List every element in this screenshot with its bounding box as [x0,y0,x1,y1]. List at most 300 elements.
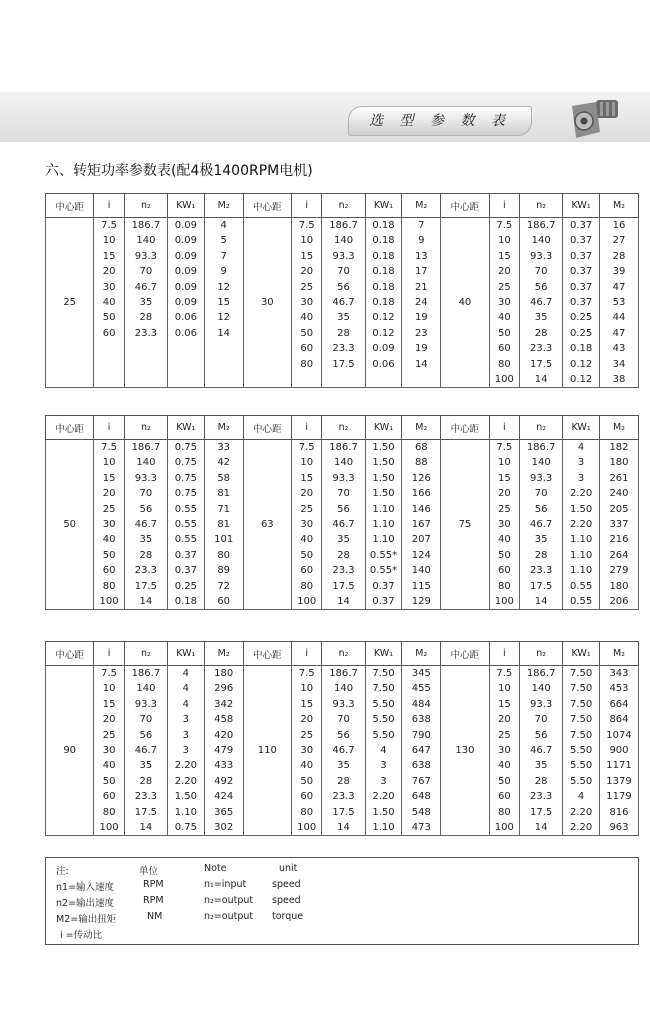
value-cell: 47 [599,280,638,295]
column-header: i [94,194,124,218]
value-cell: 140 [124,681,167,696]
value-cell: 342 [204,697,243,712]
value-cell: 100 [94,594,124,610]
value-cell: 14 [322,594,365,610]
value-cell: 93.3 [124,697,167,712]
value-cell: 7.5 [291,440,321,456]
value-cell: 14 [124,820,167,836]
value-cell: 5.50 [365,728,402,743]
column-header: KW₁ [365,194,402,218]
value-cell: 3 [365,758,402,773]
value-cell [124,357,167,372]
value-cell: 81 [204,486,243,501]
value-cell: 30 [291,295,321,310]
value-cell: 88 [402,455,441,470]
column-header: n₂ [124,416,167,440]
value-cell: 7 [402,218,441,234]
value-cell: 100 [489,594,519,610]
column-header: n₂ [520,416,563,440]
value-cell: 548 [402,805,441,820]
value-cell: 790 [402,728,441,743]
value-cell: 15 [291,471,321,486]
value-cell: 40 [291,532,321,547]
value-cell: 15 [489,697,519,712]
value-cell: 638 [402,712,441,727]
value-cell: 15 [489,249,519,264]
value-cell: 0.55* [365,563,402,578]
value-cell: 25 [489,728,519,743]
header-tab: 选 型 参 数 表 [348,106,532,136]
value-cell: 70 [322,486,365,501]
value-cell: 7 [204,249,243,264]
value-cell: 70 [124,486,167,501]
table-row [46,326,639,341]
value-cell: 20 [94,486,124,501]
column-header: M₂ [204,642,243,666]
value-cell: 7.5 [94,218,124,234]
value-cell [204,341,243,356]
value-cell: 42 [204,455,243,470]
value-cell: 93.3 [520,471,563,486]
value-cell: 80 [291,579,321,594]
value-cell: 14 [520,820,563,836]
value-cell: 80 [94,805,124,820]
value-cell: 12 [204,280,243,295]
value-cell: 80 [94,579,124,594]
value-cell: 19 [402,310,441,325]
center-distance-cell: 75 [441,440,489,610]
value-cell: 345 [402,666,441,682]
value-cell: 80 [489,357,519,372]
value-cell: 46.7 [520,295,563,310]
value-cell: 60 [204,594,243,610]
table-row [46,563,639,578]
value-cell: 35 [520,310,563,325]
value-cell: 140 [520,233,563,248]
value-cell: 16 [599,218,638,234]
value-cell: 46.7 [520,517,563,532]
value-cell: 424 [204,789,243,804]
notes-row-cn: M2=输出扭矩 [56,914,117,925]
value-cell: 4 [167,697,204,712]
value-cell: 240 [599,486,638,501]
value-cell [124,372,167,388]
value-cell: 0.06 [167,310,204,325]
value-cell: 3 [167,743,204,758]
value-cell: 900 [599,743,638,758]
value-cell: 264 [599,548,638,563]
value-cell: 207 [402,532,441,547]
value-cell: 93.3 [322,249,365,264]
value-cell: 56 [520,280,563,295]
value-cell: 302 [204,820,243,836]
value-cell: 30 [489,743,519,758]
value-cell: 0.12 [563,372,600,388]
table-row [46,440,639,456]
value-cell: 1179 [599,789,638,804]
value-cell: 13 [402,249,441,264]
value-cell: 0.75 [167,440,204,456]
value-cell: 50 [489,326,519,341]
column-header: 中心距 [243,416,291,440]
value-cell: 10 [291,233,321,248]
value-cell: 186.7 [124,440,167,456]
table-row [46,357,639,372]
value-cell: 664 [599,697,638,712]
value-cell: 17.5 [520,805,563,820]
value-cell: 0.09 [167,280,204,295]
value-cell: 0.09 [365,341,402,356]
value-cell: 35 [520,532,563,547]
value-cell: 25 [291,502,321,517]
value-cell [167,372,204,388]
value-cell: 115 [402,579,441,594]
value-cell: 458 [204,712,243,727]
value-cell: 1.50 [365,455,402,470]
table-row [46,548,639,563]
value-cell: 10 [94,455,124,470]
spec-table [45,641,639,836]
value-cell: 20 [291,712,321,727]
value-cell: 963 [599,820,638,836]
column-header: M₂ [402,642,441,666]
value-cell: 9 [402,233,441,248]
table-row [46,280,639,295]
value-cell: 28 [322,548,365,563]
column-header: M₂ [599,642,638,666]
value-cell: 93.3 [322,471,365,486]
value-cell: 129 [402,594,441,610]
value-cell: 40 [291,310,321,325]
value-cell: 17.5 [322,805,365,820]
value-cell: 0.25 [167,579,204,594]
value-cell: 453 [599,681,638,696]
value-cell: 40 [489,532,519,547]
spec-table [45,193,639,388]
value-cell: 40 [94,295,124,310]
value-cell: 205 [599,502,638,517]
value-cell: 479 [204,743,243,758]
value-cell: 20 [489,486,519,501]
value-cell: 70 [124,264,167,279]
notes-row-meaning: speed [272,879,301,890]
value-cell: 70 [322,264,365,279]
notes-row-unit: RPM [143,879,164,890]
column-header: i [489,642,519,666]
value-cell: 1.10 [365,532,402,547]
value-cell: 7.50 [365,681,402,696]
value-cell: 43 [599,341,638,356]
value-cell: 7.50 [563,728,600,743]
value-cell: 5.50 [365,712,402,727]
column-header: i [94,642,124,666]
column-header: KW₁ [167,416,204,440]
value-cell: 647 [402,743,441,758]
value-cell: 15 [94,697,124,712]
value-cell [167,357,204,372]
value-cell [94,372,124,388]
value-cell: 7.50 [563,712,600,727]
value-cell: 0.37 [563,249,600,264]
column-header: n₂ [124,194,167,218]
value-cell: 50 [291,326,321,341]
value-cell: 58 [204,471,243,486]
value-cell: 0.18 [167,594,204,610]
notes-row-unit: NM [147,911,163,922]
value-cell: 186.7 [124,218,167,234]
column-header: 中心距 [243,642,291,666]
value-cell: 0.18 [563,341,600,356]
value-cell: 93.3 [124,249,167,264]
value-cell: 2.20 [563,820,600,836]
table-row [46,712,639,727]
value-cell: 35 [322,758,365,773]
value-cell: 5.50 [563,774,600,789]
column-header: i [291,416,321,440]
value-cell [322,372,365,388]
value-cell: 38 [599,372,638,388]
value-cell: 23.3 [124,563,167,578]
notes-row-cn: n2=输出速度 [56,898,115,909]
value-cell: 2.20 [365,789,402,804]
value-cell: 1.10 [563,532,600,547]
center-distance-cell: 130 [441,666,489,836]
value-cell: 35 [124,295,167,310]
value-cell: 296 [204,681,243,696]
value-cell: 5 [204,233,243,248]
value-cell: 4 [365,743,402,758]
value-cell: 648 [402,789,441,804]
table-row [46,805,639,820]
value-cell: 167 [402,517,441,532]
value-cell: 21 [402,280,441,295]
table-row [46,532,639,547]
value-cell: 71 [204,502,243,517]
value-cell: 72 [204,579,243,594]
notes-row-meaning: torque [272,911,304,922]
value-cell: 27 [599,233,638,248]
value-cell: 140 [322,455,365,470]
value-cell: 2.20 [563,805,600,820]
value-cell: 46.7 [322,743,365,758]
column-header: 中心距 [441,416,489,440]
value-cell: 23.3 [124,326,167,341]
value-cell: 70 [520,264,563,279]
column-header: n₂ [322,416,365,440]
table-row [46,249,639,264]
value-cell [94,357,124,372]
table-row [46,681,639,696]
value-cell: 23.3 [322,563,365,578]
value-cell: 70 [520,486,563,501]
value-cell: 0.37 [563,218,600,234]
value-cell: 60 [94,326,124,341]
value-cell: 1171 [599,758,638,773]
value-cell: 0.55 [167,502,204,517]
value-cell: 186.7 [520,666,563,682]
value-cell: 46.7 [124,280,167,295]
value-cell: 35 [322,532,365,547]
value-cell: 100 [291,594,321,610]
value-cell: 30 [489,517,519,532]
value-cell: 15 [94,471,124,486]
column-header: i [489,194,519,218]
value-cell: 50 [291,774,321,789]
value-cell: 35 [124,532,167,547]
value-cell: 7.5 [489,440,519,456]
value-cell: 455 [402,681,441,696]
column-header: KW₁ [365,416,402,440]
value-cell: 93.3 [520,249,563,264]
value-cell: 10 [489,233,519,248]
value-cell: 7.5 [291,666,321,682]
value-cell: 337 [599,517,638,532]
value-cell: 0.37 [563,264,600,279]
value-cell: 40 [291,758,321,773]
value-cell: 28 [599,249,638,264]
value-cell: 186.7 [520,440,563,456]
value-cell: 60 [291,341,321,356]
value-cell: 46.7 [520,743,563,758]
center-distance-cell: 110 [243,666,291,836]
value-cell: 23.3 [520,789,563,804]
value-cell: 0.37 [167,563,204,578]
value-cell [124,341,167,356]
value-cell: 100 [94,820,124,836]
value-cell: 23.3 [520,563,563,578]
column-header: KW₁ [563,194,600,218]
value-cell: 3 [167,728,204,743]
value-cell: 50 [489,548,519,563]
value-cell: 279 [599,563,638,578]
value-cell: 35 [322,310,365,325]
value-cell: 20 [94,712,124,727]
value-cell: 0.75 [167,820,204,836]
value-cell: 3 [563,471,600,486]
column-header: M₂ [204,416,243,440]
value-cell: 0.25 [563,326,600,341]
value-cell: 23.3 [520,341,563,356]
table-row [46,758,639,773]
center-distance-cell: 40 [441,218,489,388]
value-cell: 93.3 [322,697,365,712]
value-cell [402,372,441,388]
value-cell: 25 [489,502,519,517]
value-cell: 0.18 [365,249,402,264]
value-cell: 50 [94,548,124,563]
value-cell: 261 [599,471,638,486]
value-cell: 7.5 [94,666,124,682]
value-cell: 146 [402,502,441,517]
value-cell: 56 [322,280,365,295]
value-cell: 365 [204,805,243,820]
value-cell: 15 [204,295,243,310]
value-cell: 60 [489,563,519,578]
value-cell: 68 [402,440,441,456]
value-cell: 5.50 [563,743,600,758]
value-cell: 0.37 [365,579,402,594]
value-cell: 46.7 [322,295,365,310]
value-cell: 70 [322,712,365,727]
value-cell: 60 [489,341,519,356]
value-cell: 1.50 [563,502,600,517]
value-cell: 0.09 [167,233,204,248]
value-cell: 93.3 [520,697,563,712]
value-cell: 0.09 [167,264,204,279]
column-header: KW₁ [167,642,204,666]
value-cell: 216 [599,532,638,547]
table-row [46,502,639,517]
value-cell: 47 [599,326,638,341]
value-cell [365,372,402,388]
value-cell: 15 [489,471,519,486]
value-cell: 0.55 [563,579,600,594]
value-cell: 7.50 [365,666,402,682]
table-row [46,789,639,804]
value-cell: 186.7 [322,666,365,682]
value-cell [204,372,243,388]
value-cell: 46.7 [322,517,365,532]
column-header: n₂ [124,642,167,666]
table-row [46,233,639,248]
value-cell: 30 [94,280,124,295]
value-cell: 35 [124,758,167,773]
value-cell: 40 [94,532,124,547]
column-header: 中心距 [46,416,94,440]
value-cell: 126 [402,471,441,486]
value-cell: 0.18 [365,295,402,310]
value-cell: 0.75 [167,455,204,470]
value-cell: 1.50 [365,471,402,486]
value-cell: 89 [204,563,243,578]
value-cell: 101 [204,532,243,547]
value-cell: 15 [94,249,124,264]
value-cell: 20 [94,264,124,279]
table-row [46,774,639,789]
value-cell [167,341,204,356]
value-cell: 1.50 [365,440,402,456]
value-cell: 80 [291,805,321,820]
column-header: i [94,416,124,440]
value-cell: 0.55* [365,548,402,563]
center-distance-cell: 30 [243,218,291,388]
value-cell: 5.50 [563,758,600,773]
notes-row-meaning: speed [272,895,301,906]
value-cell: 2.20 [167,758,204,773]
value-cell: 1.10 [167,805,204,820]
value-cell: 100 [291,820,321,836]
value-cell: 35 [520,758,563,773]
value-cell: 20 [291,486,321,501]
value-cell: 46.7 [124,743,167,758]
value-cell: 1.50 [365,805,402,820]
value-cell: 100 [489,372,519,388]
value-cell: 17.5 [124,579,167,594]
table-row [46,728,639,743]
value-cell: 1.50 [167,789,204,804]
value-cell: 80 [291,357,321,372]
value-cell: 30 [94,743,124,758]
value-cell: 816 [599,805,638,820]
spec-table [45,415,639,610]
value-cell: 56 [124,728,167,743]
table-row [46,594,639,610]
value-cell: 1.50 [365,486,402,501]
value-cell: 0.55 [167,517,204,532]
value-cell: 56 [520,502,563,517]
value-cell: 10 [489,455,519,470]
column-header: M₂ [402,194,441,218]
